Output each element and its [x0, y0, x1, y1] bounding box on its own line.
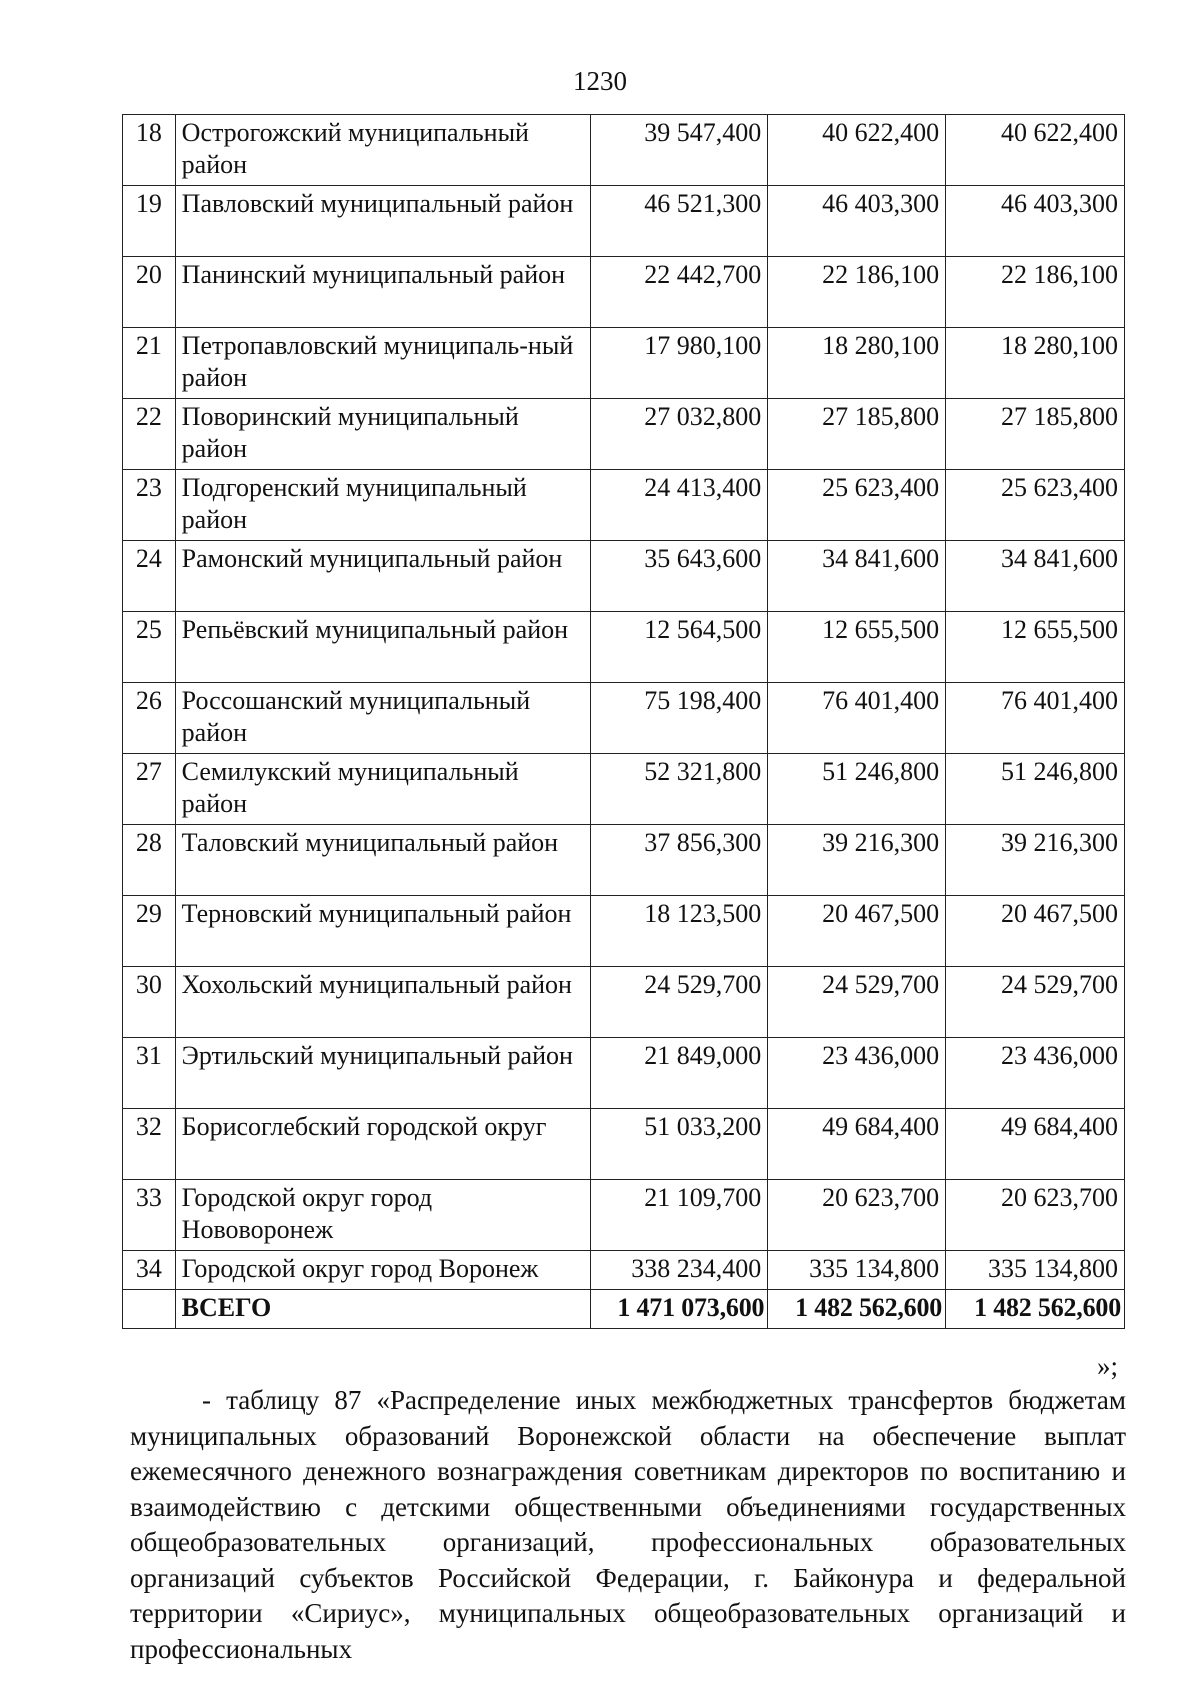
municipality-name: Россошанский муниципальный район	[175, 683, 590, 754]
amount-col3: 335 134,800	[946, 1251, 1125, 1290]
amount-col2: 76 401,400	[768, 683, 946, 754]
row-number: 27	[123, 754, 176, 825]
municipality-name: Павловский муниципальный район	[175, 186, 590, 257]
amount-col3: 24 529,700	[946, 967, 1125, 1038]
amount-col3: 49 684,400	[946, 1109, 1125, 1180]
table-row	[123, 1180, 1125, 1251]
table-row	[123, 754, 1125, 825]
municipality-name: Репьёвский муниципальный район	[175, 612, 590, 683]
amount-col1: 27 032,800	[590, 399, 768, 470]
amount-col2: 24 529,700	[768, 967, 946, 1038]
total-row-number	[123, 1290, 176, 1329]
amount-col2: 22 186,100	[768, 257, 946, 328]
amount-col1: 51 033,200	[590, 1109, 768, 1180]
amount-col2: 51 246,800	[768, 754, 946, 825]
amount-col2: 46 403,300	[768, 186, 946, 257]
amount-col1: 18 123,500	[590, 896, 768, 967]
amount-col2: 12 655,500	[768, 612, 946, 683]
amount-col3: 46 403,300	[946, 186, 1125, 257]
amount-col1: 24 529,700	[590, 967, 768, 1038]
municipality-name: Острогожский муниципальный район	[175, 115, 590, 186]
budget-table	[122, 114, 1125, 1329]
municipality-name: Таловский муниципальный район	[175, 825, 590, 896]
table-row	[123, 257, 1125, 328]
total-amount-col3: 1 482 562,600	[946, 1290, 1125, 1329]
amount-col1: 52 321,800	[590, 754, 768, 825]
row-number: 20	[123, 257, 176, 328]
row-number: 22	[123, 399, 176, 470]
row-number: 26	[123, 683, 176, 754]
table-row	[123, 683, 1125, 754]
row-number: 21	[123, 328, 176, 399]
closing-quote: »;	[1096, 1351, 1118, 1381]
municipality-name: Семилукский муниципальный район	[175, 754, 590, 825]
total-label: ВСЕГО	[175, 1290, 590, 1329]
municipality-name: Городской округ город Воронеж	[175, 1251, 590, 1290]
row-number: 19	[123, 186, 176, 257]
total-amount-col1: 1 471 073,600	[590, 1290, 768, 1329]
amount-col1: 22 442,700	[590, 257, 768, 328]
row-number: 33	[123, 1180, 176, 1251]
amount-col3: 18 280,100	[946, 328, 1125, 399]
amount-col3: 22 186,100	[946, 257, 1125, 328]
row-number: 29	[123, 896, 176, 967]
amount-col3: 27 185,800	[946, 399, 1125, 470]
municipality-name: Терновский муниципальный район	[175, 896, 590, 967]
table-row	[123, 1251, 1125, 1290]
amount-col2: 25 623,400	[768, 470, 946, 541]
total-amount-col2: 1 482 562,600	[768, 1290, 946, 1329]
amount-col3: 23 436,000	[946, 1038, 1125, 1109]
table-row	[123, 1109, 1125, 1180]
row-number: 18	[123, 115, 176, 186]
amount-col1: 21 849,000	[590, 1038, 768, 1109]
row-number: 28	[123, 825, 176, 896]
row-number: 25	[123, 612, 176, 683]
row-number: 30	[123, 967, 176, 1038]
total-row	[123, 1290, 1125, 1329]
table-row	[123, 470, 1125, 541]
page-number: 1230	[573, 66, 627, 96]
amount-col3: 39 216,300	[946, 825, 1125, 896]
row-number: 24	[123, 541, 176, 612]
amount-col1: 17 980,100	[590, 328, 768, 399]
amount-col1: 338 234,400	[590, 1251, 768, 1290]
budget-table-body	[123, 115, 1125, 1329]
amount-col1: 24 413,400	[590, 470, 768, 541]
municipality-name: Борисоглебский городской округ	[175, 1109, 590, 1180]
table-row	[123, 399, 1125, 470]
amount-col1: 39 547,400	[590, 115, 768, 186]
amount-col1: 46 521,300	[590, 186, 768, 257]
municipality-name: Поворинский муниципальный район	[175, 399, 590, 470]
amount-col2: 20 467,500	[768, 896, 946, 967]
row-number: 23	[123, 470, 176, 541]
amount-col1: 12 564,500	[590, 612, 768, 683]
amount-col1: 37 856,300	[590, 825, 768, 896]
amount-col2: 39 216,300	[768, 825, 946, 896]
amount-col2: 40 622,400	[768, 115, 946, 186]
municipality-name: Подгоренский муниципальный район	[175, 470, 590, 541]
amount-col3: 12 655,500	[946, 612, 1125, 683]
table-row	[123, 967, 1125, 1038]
table-row	[123, 541, 1125, 612]
amount-col3: 20 467,500	[946, 896, 1125, 967]
amount-col3: 40 622,400	[946, 115, 1125, 186]
table-row	[123, 1038, 1125, 1109]
body-paragraph: - таблицу 87 «Распределение иных межбюджетных трансфертов бюджетам муниципальных образований Воронежской области на обеспечение выплат ежемесячного денежного вознаграждения советникам директоров по воспитанию и взаимодействию с детскими общественными объединениями государственных общеобразовательных организаций, профессиональных образовательных организаций субъектов Российской Федерации, г. Байконура и федеральной территории «Сириус», муниципальных общеобразовательных организаций и профессиональных	[130, 1385, 1126, 1664]
row-number: 32	[123, 1109, 176, 1180]
amount-col3: 51 246,800	[946, 754, 1125, 825]
amount-col3: 76 401,400	[946, 683, 1125, 754]
municipality-name: Петропавловский муниципаль-ный район	[175, 328, 590, 399]
table-row	[123, 186, 1125, 257]
amount-col2: 27 185,800	[768, 399, 946, 470]
amount-col2: 335 134,800	[768, 1251, 946, 1290]
table-row	[123, 896, 1125, 967]
municipality-name: Панинский муниципальный район	[175, 257, 590, 328]
row-number: 31	[123, 1038, 176, 1109]
municipality-name: Рамонский муниципальный район	[175, 541, 590, 612]
amount-col3: 20 623,700	[946, 1180, 1125, 1251]
row-number: 34	[123, 1251, 176, 1290]
table-row	[123, 328, 1125, 399]
table-row	[123, 612, 1125, 683]
amount-col2: 23 436,000	[768, 1038, 946, 1109]
amount-col2: 20 623,700	[768, 1180, 946, 1251]
amount-col3: 34 841,600	[946, 541, 1125, 612]
amount-col2: 34 841,600	[768, 541, 946, 612]
amount-col2: 49 684,400	[768, 1109, 946, 1180]
table-row	[123, 825, 1125, 896]
municipality-name: Хохольский муниципальный район	[175, 967, 590, 1038]
amount-col2: 18 280,100	[768, 328, 946, 399]
municipality-name: Эртильский муниципальный район	[175, 1038, 590, 1109]
amount-col1: 35 643,600	[590, 541, 768, 612]
table-row	[123, 115, 1125, 186]
municipality-name: Городской округ город Нововоронеж	[175, 1180, 590, 1251]
amount-col1: 75 198,400	[590, 683, 768, 754]
amount-col1: 21 109,700	[590, 1180, 768, 1251]
amount-col3: 25 623,400	[946, 470, 1125, 541]
